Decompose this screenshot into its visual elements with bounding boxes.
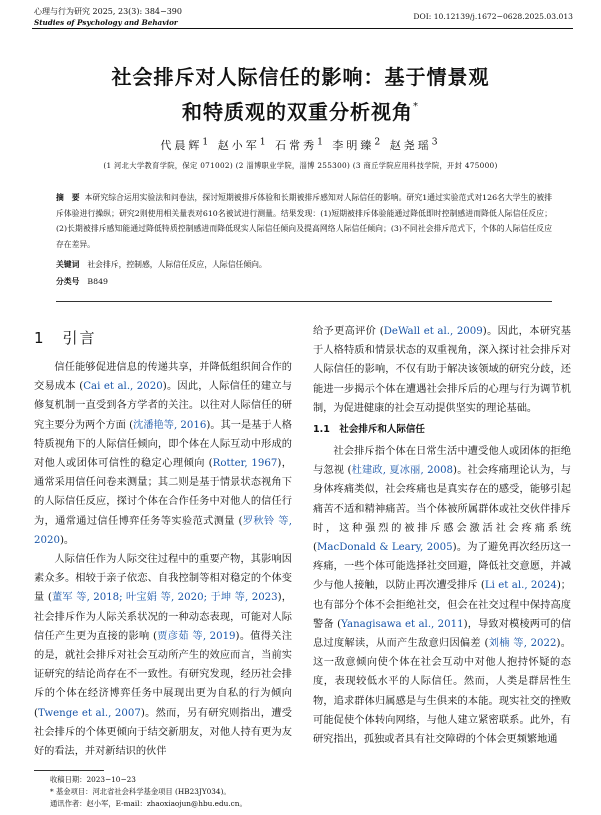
- abstract-label: 摘 要: [56, 193, 80, 202]
- subsection-title: 1.1 社会排斥和人际信任: [313, 424, 425, 436]
- paper-title: [0, 62, 601, 127]
- paragraph: 给予更高评价 (DeWall et al., 2009)。因此，本研究基于人格特质和情景状态的双重视角，深入探讨社会排斥对人际信任的影响，不仅有助于解决该领域的研究分歧，还能进一步揭示个体在遭遇社会排斥后的心理与行为调节机制，为促进健康的社会互动提供坚实的理论基础。: [313, 326, 571, 414]
- abstract-rule: [56, 301, 552, 302]
- citation-link[interactable]: MacDonald & Leary, 2005: [316, 542, 453, 554]
- citation-link[interactable]: Twenge et al., 2007: [37, 707, 141, 719]
- citation-link[interactable]: Rotter, 1967: [212, 458, 278, 470]
- paragraph: 信任能够促进信息的传递共享，并降低组织间合作的交易成本 (Cai et al., 2020)。因此，人际信任的建立与修复机制一直受到各方学者的关注。以往对人际信任的研究主要分为两个方面 (沈潘艳等, 2016)。其一是基于人格特质视角下的人际信任倾向，即个体在人际互动中形成的对他人或团体可信性的稳定心理倾向 (Rotter, 1967)，通常采用信任问卷来测量；其二则是基于情景状态视角下的人际信任反应，探讨个体在合作任务中对他人的信任行为，通常通过信任博弈任务等实验范式测量 (罗秋铃 等, 2020)。: [34, 362, 292, 546]
- citation-link[interactable]: Cai et al., 2020: [83, 381, 163, 393]
- abstract: [56, 190, 552, 252]
- header-rule: [32, 28, 573, 29]
- classification: [56, 276, 108, 287]
- corresponding-author: 通讯作者：赵小军，E-mail：zhaoxiaojun@hbu.edu.cn。: [50, 799, 247, 808]
- title-line-1: 社会排斥对人际信任的影响：基于情景观: [111, 65, 490, 89]
- author: 代晨辉$^1$: [160, 136, 212, 152]
- paragraph: 人际信任作为人际交往过程中的重要产物，其影响因素众多。相较于亲子依恋、自我控制等相对稳定的个体变量 (董军 等, 2018; 叶宝娟 等, 2020; 于坤 等, 2023)，社会排斥作为人际关系状况的一种动态表现，可能对人际信任产生更为直接的影响 (贾彦茹 等, 2019)。值得关注的是，就社会排斥对社会互动所产生的效应而言，当前实证研究的结论尚存在不一致性。有研究发现，经历社会排斥的个体在经济博弈任务中展现出更为自私的行为倾向 (Twenge et al., 2007)。然而，另有研究则指出，遭受社会排斥的个体更倾向于结交新朋友，对他人持有更为友好的看法，并对新结识的伙伴: [34, 554, 292, 758]
- author-list: [0, 136, 601, 153]
- author: 李明臻$^2$: [332, 136, 384, 152]
- author: 石常秀$^1$: [275, 136, 326, 152]
- citation-link[interactable]: DeWall et al., 2009: [383, 326, 483, 337]
- keywords-text: 社会排斥，控制感，人际信任反应，人际信任倾向。: [87, 260, 267, 269]
- citation-link[interactable]: 刘楠 等, 2022: [488, 638, 557, 650]
- journal-cn: 心理与行为研究 2025, 23(3): 384−390: [34, 7, 182, 16]
- footnotes: [50, 774, 247, 810]
- citation-link[interactable]: 贾彦茹 等, 2019: [156, 630, 236, 642]
- received-date: 收稿日期：2023−10−23: [50, 775, 136, 784]
- author: 赵尧瑶$^3$: [389, 136, 441, 152]
- citation-link[interactable]: 罗秋铃 等, 2020: [34, 515, 292, 546]
- doi[interactable]: DOI: 10.12139/j.1672−0628.2025.03.013: [413, 12, 573, 21]
- class-code: B849: [87, 277, 109, 286]
- running-header-journal: [34, 6, 182, 28]
- footnote-rule: [34, 770, 104, 771]
- citation-link[interactable]: 沈潘艳等, 2016: [133, 419, 207, 431]
- left-column: [34, 322, 292, 761]
- section-title: 1 引言: [34, 329, 97, 347]
- right-column: [313, 322, 571, 749]
- citation-link[interactable]: 董军 等, 2018; 叶宝娟 等, 2020; 于坤 等, 2023: [51, 592, 278, 604]
- citation-link[interactable]: Li et al., 2024: [484, 580, 557, 592]
- class-label: 分类号: [56, 277, 80, 286]
- citation-link[interactable]: 杜建政, 夏冰丽, 2008: [351, 465, 454, 477]
- fund-note: * 基金项目：河北省社会科学基金项目 (HB23JY034)。: [50, 787, 231, 796]
- citation-link[interactable]: Yanagisawa et al., 2011: [341, 618, 464, 630]
- paragraph: 社会排斥指个体在日常生活中遭受他人或团体的拒绝与忽视 (杜建政, 夏冰丽, 2008)。社会疼痛理论认为，与身体疼痛类似，社会疼痛也是真实存在的感受，能够引起痛苦不适和精神痛苦。当个体被所属群体或社交伙伴排斥时，这种强烈的被排斥感会激活社会疼痛系统 (MacDonald & Leary, 2005)。为了避免再次经历这一疼痛，一些个体可能选择社交回避，降低社交意愿，并减少与他人接触，以防止再次遭受排斥 (Li et al., 2024)；也有部分个体不会拒绝社交，但会在社交过程中保持高度警备 (Yanagisawa et al., 2011)，导致对模棱两可的信息过度解读，从而产生敌意归因偏差 (刘楠 等, 2022)。这一敌意倾向使个体在社会互动中对他人抱持怀疑的态度，表现较低水平的人际信任。然而，人类是群居性生物，追求群体归属感是与生俱来的本能。现实社交的挫败可能促使个体转向网络，与他人建立紧密联系。此外，有研究指出，孤独或者具有社交障碍的个体会更频繁地通: [313, 446, 572, 746]
- title-line-2: 和特质观的双重分析视角*: [182, 100, 419, 124]
- journal-en: Studies of Psychology and Behavior: [34, 18, 178, 27]
- keywords: [56, 259, 267, 270]
- affiliations: (1 河北大学教育学院，保定 071002) (2 淄博职业学院，淄博 255300) (3 商丘学院应用科技学院，开封 475000): [103, 161, 498, 170]
- keywords-label: 关键词: [56, 260, 80, 269]
- author: 赵小军$^1$: [217, 136, 269, 152]
- title-star: *: [413, 101, 419, 112]
- abstract-text: 本研究综合运用实验法和问卷法，探讨短期被排斥体验和长期被排斥感知对人际信任的影响。研究1通过实验范式对126名大学生的被排斥体验进行操纵；研究2则使用相关量表对610名被试进行测量。结果发现：(1)短期被排斥体验能通过降低即时控制感进而降低人际信任反应；(2)长期被排斥感知能通过降低特质控制感进而降低现实人际信任倾向及提高网络人际信任倾向；(3)不同社会排斥范式下，个体的人际信任反应存在差异。: [56, 193, 553, 249]
